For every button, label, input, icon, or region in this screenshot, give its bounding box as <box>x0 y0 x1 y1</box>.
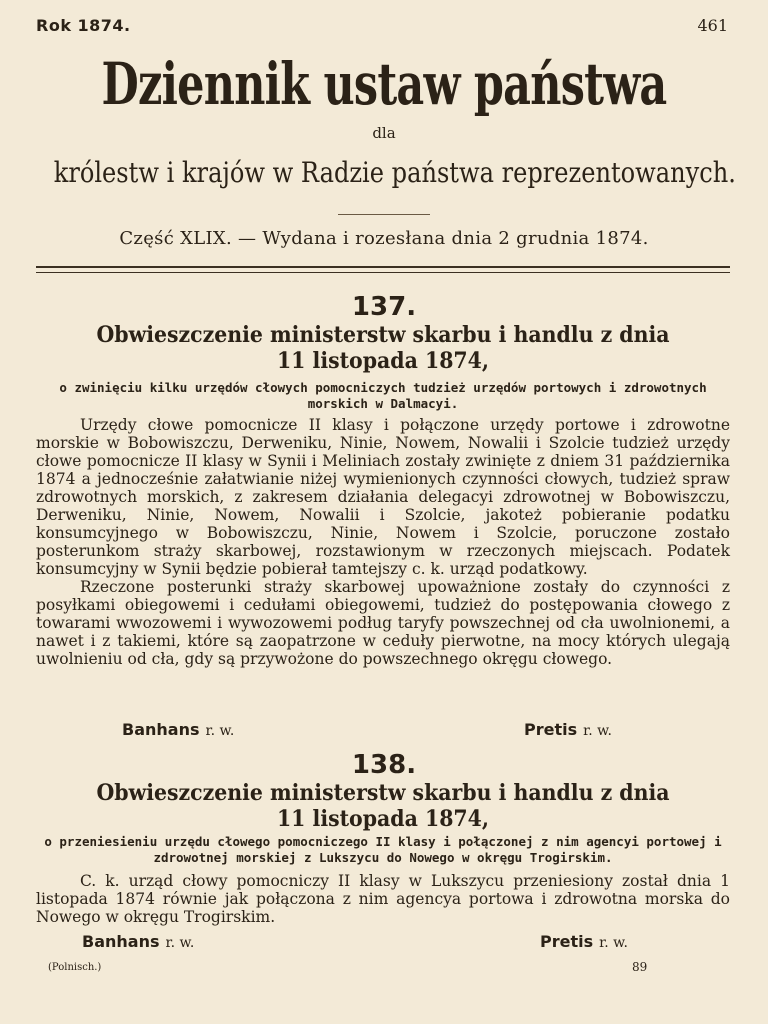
footer-sheet-number: 89 <box>632 960 648 974</box>
issue-part-line: Część XLIX. — Wydana i rozesłana dnia 2 grudnia 1874. <box>119 228 649 249</box>
notice-138-signature-left <box>82 932 194 951</box>
notice-137-signature-left <box>122 720 234 739</box>
signature-name: Pretis <box>540 932 594 951</box>
gazette-dla: dla <box>372 124 396 142</box>
notice-137-number: 137. <box>351 292 417 322</box>
year-label: Rok 1874. <box>36 16 131 35</box>
footer-language: (Polnisch.) <box>48 962 102 973</box>
notice-138-paragraph-1: C. k. urząd cłowy pomocniczy II klasy w Lukszycu przeniesiony został dnia 1 listopada 1874 równie jak połączona z nim agencya portowa i zdrowotna morska do Nowego w okręgu Trogirskim. <box>36 872 730 926</box>
notice-138-title-line1: Obwieszczenie ministerstw skarbu i handlu z dnia <box>96 780 670 806</box>
notice-137-paragraph-1: Urzędy cłowe pomocnicze II klasy i połączone urzędy portowe i zdrowotne morskie w Bobowiszczu, Derweniku, Ninie, Nowem, Nowalii i Szolcie tudzież urzędy cłowe pomocnicze II klasy w Synii i Meliniach zostały zwinięte z dniem 31 października 1874 a jednocześnie załatwianie niżej wymienionych czynności cłowych, tudzież spraw zdrowotnych morskich, z zakresem działania delegacyi zdrowotnej w Bobowiszczu, Derweniku, Ninie, Nowem, Nowalii i Szolcie, jakoteż pobieranie podatku konsumcyjnego w Bobowiszczu, Ninie, Nowem i Szolcie, poruczone zostało posterunkom straży skarbowej, rozstawionym w rzeczonych miejscach. Podatek konsumcyjny w Synii będzie pobierał tamtejszy c. k. urząd podatkowy. <box>36 416 730 578</box>
notice-137-signature-right <box>524 720 612 739</box>
notice-137-title-line1: Obwieszczenie ministerstw skarbu i handlu z dnia <box>96 322 670 348</box>
gazette-realm: królestw i krajów w Radzie państwa reprezentowanych. <box>53 156 736 189</box>
short-divider <box>338 214 430 215</box>
page-number: 461 <box>697 16 728 35</box>
signature-name: Banhans <box>82 932 160 951</box>
signature-rw: r. w. <box>165 935 195 951</box>
notice-137-subtitle: o zwinięciu kilku urzędów cłowych pomocniczych tudzież urzędów portowych i zdrowotnych morskich w Dalmacyi. <box>59 380 707 411</box>
signature-rw: r. w. <box>599 935 628 951</box>
signature-name: Banhans <box>122 720 200 739</box>
gazette-title: Dziennik ustaw państwa <box>101 50 667 118</box>
notice-138-signature-right <box>540 932 628 951</box>
notice-137-paragraph-2: Rzeczone posterunki straży skarbowej upoważnione zostały do czynności z posyłkami obiegowemi i cedułami obiegowemi, tudzież do postępowania cłowego z towarami wwozowemi i wywozowemi podług taryfy powszechnej od cła uwolnionemi, a nawet i z takiemi, które są zaopatrzone w ceduły pierwotne, na mocy których ulegają uwolnieniu od cła, gdy są przywożone do powszechnego okręgu cłowego. <box>36 578 730 668</box>
signature-rw: r. w. <box>583 723 612 739</box>
signature-rw: r. w. <box>205 723 235 739</box>
notice-138-number: 138. <box>351 750 417 780</box>
notice-137-body <box>36 416 730 668</box>
double-divider <box>36 266 730 273</box>
signature-name: Pretis <box>524 720 578 739</box>
notice-138-subtitle: o przeniesieniu urzędu cłowego pomocniczego II klasy i połączonej z nim agencyi portowej i zdrowotnej morskiej z Lukszycu do Nowego w okręgu Trogirskim. <box>44 834 722 865</box>
notice-137-title-line2: 11 listopada 1874, <box>276 348 490 374</box>
notice-138-body <box>36 872 730 926</box>
notice-138-title-line2: 11 listopada 1874, <box>276 806 490 832</box>
